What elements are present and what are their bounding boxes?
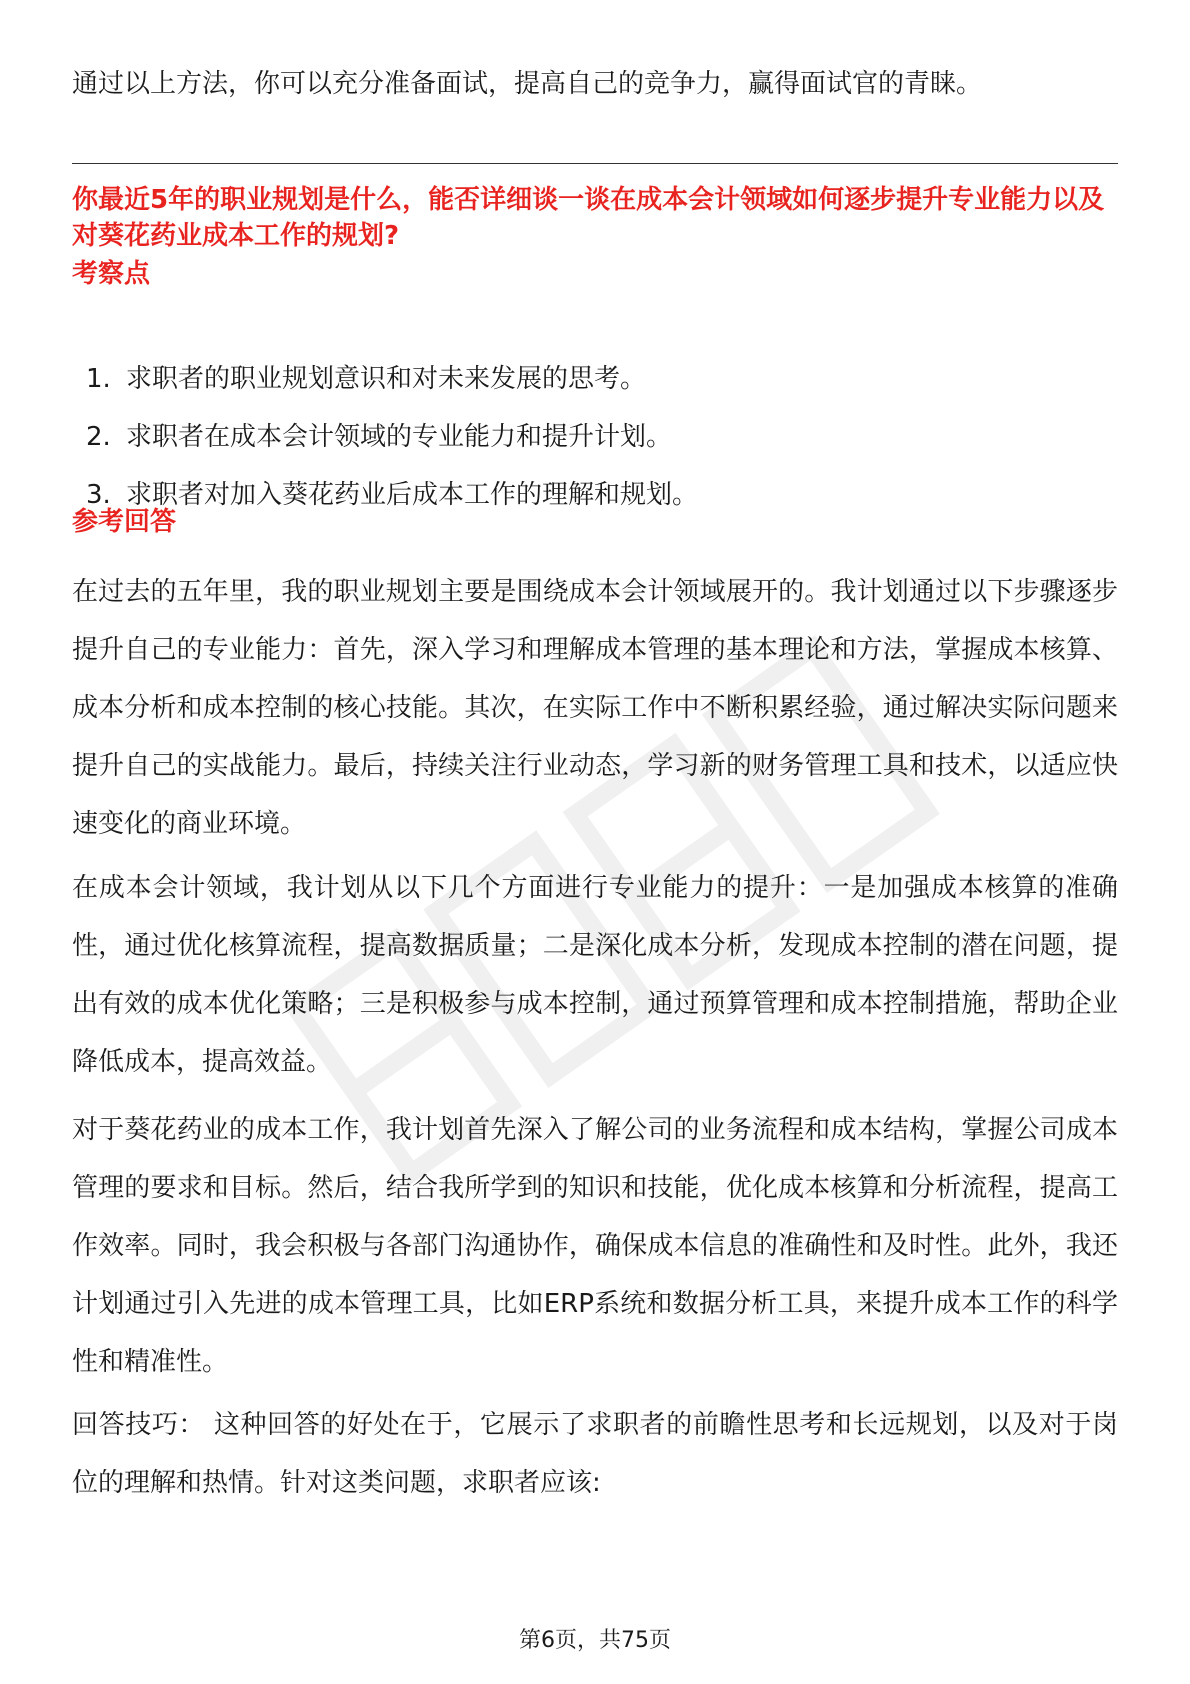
list-item-text: 求职者的职业规划意识和对未来发展的思考。 <box>126 364 647 394</box>
points-section-title: 考察点 <box>72 259 151 289</box>
list-item-number: 2. <box>86 422 111 452</box>
page-footer: 第6页，共75页 <box>519 1628 671 1653</box>
question-heading: 你最近5年的职业规划是什么，能否详细谈一谈在成本会计领域如何逐步提升专业能力以及对葵花药业成本工作的规划? <box>72 185 1105 251</box>
list-item-text: 求职者对加入葵花药业后成本工作的理解和规划。 <box>126 480 699 510</box>
section-divider <box>72 163 1118 164</box>
points-list <box>86 350 1116 524</box>
lead-paragraph: 通过以上方法，你可以充分准备面试，提高自己的竞争力，赢得面试官的青睐。 <box>72 69 983 99</box>
list-item-number: 3. <box>86 480 111 510</box>
answer-section-title: 参考回答 <box>72 507 177 537</box>
list-item <box>86 350 1116 408</box>
list-item <box>86 466 1116 524</box>
list-item-text: 求职者在成本会计领域的专业能力和提升计划。 <box>126 422 673 452</box>
list-item-number: 1. <box>86 364 111 394</box>
answer-paragraph: 在过去的五年里，我的职业规划主要是围绕成本会计领域展开的。我计划通过以下步骤逐步提升自己的专业能力：首先，深入学习和理解成本管理的基本理论和方法，掌握成本核算、成本分析和成本控制的核心技能。其次，在实际工作中不断积累经验，通过解决实际问题来提升自己的实战能力。最后，持续关注行业动态，学习新的财务管理工具和技术，以适应快速变化的商业环境。 <box>72 577 1118 839</box>
answer-tips-paragraph: 回答技巧： 这种回答的好处在于，它展示了求职者的前瞻性思考和长远规划，以及对于岗位的理解和热情。针对这类问题，求职者应该: <box>72 1410 1118 1498</box>
answer-paragraph: 对于葵花药业的成本工作，我计划首先深入了解公司的业务流程和成本结构，掌握公司成本管理的要求和目标。然后，结合我所学到的知识和技能，优化成本核算和分析流程，提高工作效率。同时，我会积极与各部门沟通协作，确保成本信息的准确性和及时性。此外，我还计划通过引入先进的成本管理工具，比如ERP系统和数据分析工具，来提升成本工作的科学性和精准性。 <box>72 1115 1118 1377</box>
answer-paragraph: 在成本会计领域，我计划从以下几个方面进行专业能力的提升：一是加强成本核算的准确性，通过优化核算流程，提高数据质量；二是深化成本分析，发现成本控制的潜在问题，提出有效的成本优化策略；三是积极参与成本控制，通过预算管理和成本控制措施，帮助企业降低成本，提高效益。 <box>72 873 1118 1077</box>
list-item <box>86 408 1116 466</box>
